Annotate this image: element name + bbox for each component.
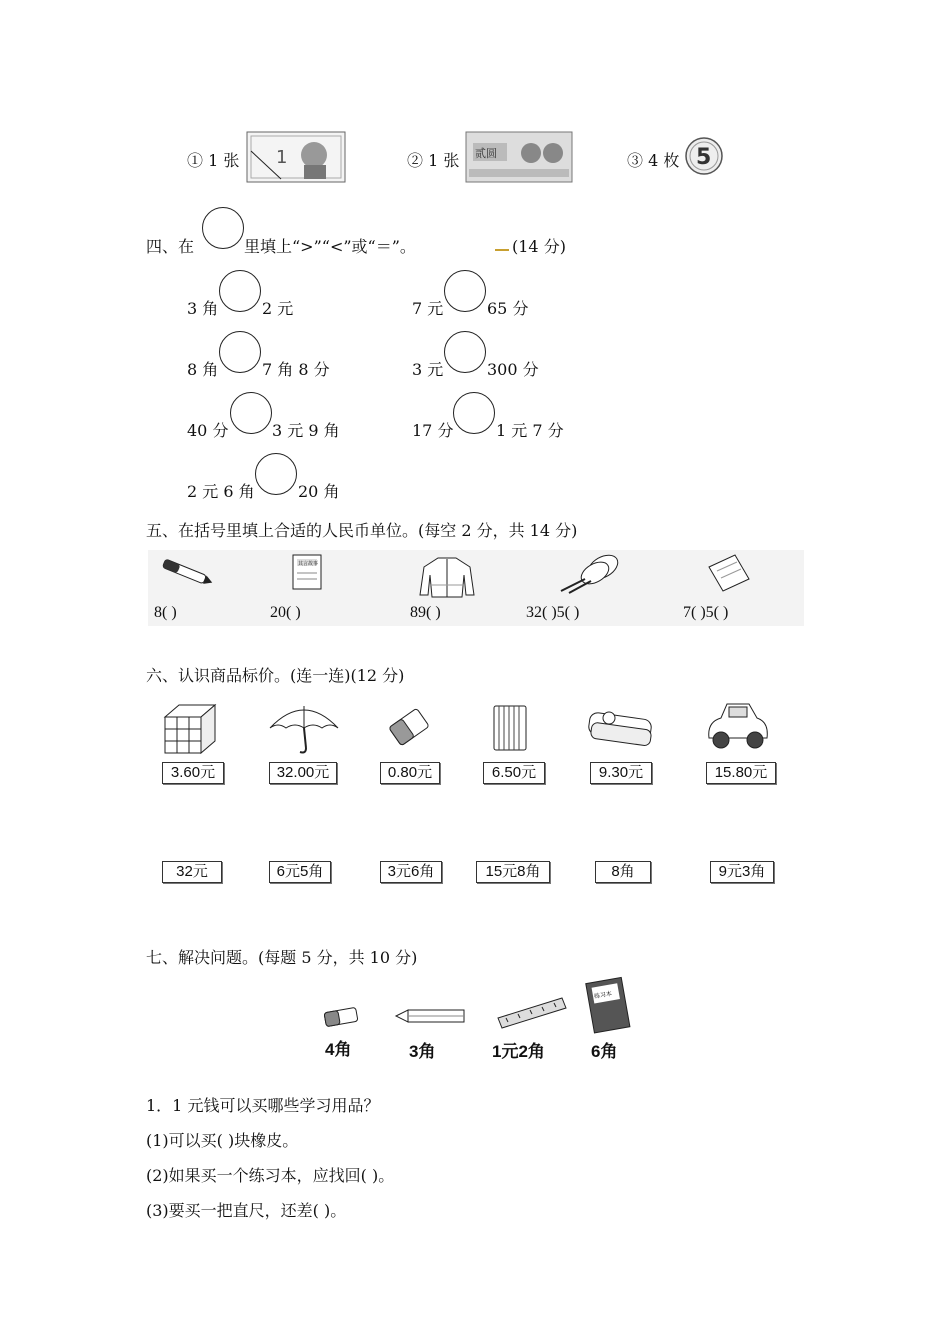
- exercise-book-icon: [584, 976, 634, 1036]
- coin-symbol: 5: [696, 145, 712, 170]
- compare-left: 3 元: [412, 360, 444, 379]
- price-tag-decimal[interactable]: 6.50元: [483, 762, 545, 784]
- five-jiao-coin-icon: [684, 136, 724, 176]
- section-4-title-c: (14 分): [512, 237, 566, 256]
- price-tag-yuan-jiao[interactable]: 9元3角: [710, 861, 774, 883]
- price-tag-yuan-jiao[interactable]: 6元5角: [269, 861, 331, 883]
- compare-circle[interactable]: [453, 392, 495, 434]
- note-two-symbol: 贰圆: [475, 147, 497, 160]
- compare-circle[interactable]: [444, 331, 486, 373]
- exercise-book-label: 练习本: [593, 990, 613, 1001]
- item-price: 1元2角: [492, 1042, 545, 1061]
- compare-right: 3 元 9 角: [272, 421, 340, 440]
- rubiks-cube-icon: [163, 703, 217, 755]
- question-1: 1．1 元钱可以买哪些学习用品？: [146, 1096, 380, 1115]
- section-6-title: 六、认识商品标价。(连一连)(12 分): [146, 666, 405, 685]
- compare-circle[interactable]: [230, 392, 272, 434]
- compare-left: 17 分: [412, 421, 454, 440]
- price-tag-yuan-jiao[interactable]: 8角: [595, 861, 651, 883]
- price-tag-yuan-jiao[interactable]: 32元: [162, 861, 222, 883]
- question-1-part-2[interactable]: (2)如果买一个练习本，应找回( )。: [146, 1166, 395, 1185]
- eraser-icon: [322, 1002, 362, 1028]
- pencil-icon: [394, 1004, 468, 1026]
- question-1-part-3[interactable]: (3)要买一把直尺，还差( )。: [146, 1201, 347, 1220]
- item-price: 3角: [409, 1042, 436, 1061]
- eraser-icon: [384, 702, 434, 752]
- compare-circle-example: [202, 207, 244, 249]
- compare-left: 2 元 6 角: [187, 482, 255, 501]
- money-option-2-label: ② 1 张: [407, 151, 460, 170]
- score-underline: [495, 249, 509, 251]
- section-7-title: 七、解决问题。(每题 5 分，共 10 分): [146, 948, 418, 967]
- currency-blank[interactable]: 7( )5( ): [683, 604, 729, 621]
- compare-right: 300 分: [487, 360, 539, 379]
- umbrella-icon: [268, 698, 340, 756]
- price-tag-decimal[interactable]: 3.60元: [162, 762, 224, 784]
- compare-left: 3 角: [187, 299, 219, 318]
- compare-circle[interactable]: [444, 270, 486, 312]
- two-yuan-note-icon: [465, 131, 573, 183]
- compare-right: 1 元 7 分: [496, 421, 564, 440]
- compare-left: 40 分: [187, 421, 229, 440]
- racket-icon: [555, 553, 623, 595]
- section-4-title-a: 四、在: [146, 237, 195, 256]
- pencil-box-icon: [585, 702, 655, 752]
- compare-circle[interactable]: [219, 270, 261, 312]
- item-price: 4角: [325, 1040, 352, 1059]
- pencil-case-icon: [491, 702, 529, 754]
- price-tag-decimal[interactable]: 15.80元: [706, 762, 776, 784]
- item-price: 6角: [591, 1042, 618, 1061]
- notebook-icon: [705, 553, 751, 593]
- price-tag-decimal[interactable]: 32.00元: [269, 762, 337, 784]
- compare-right: 20 角: [298, 482, 340, 501]
- compare-left: 8 角: [187, 360, 219, 379]
- question-1-part-1[interactable]: (1)可以买( )块橡皮。: [146, 1131, 299, 1150]
- jacket-icon: [418, 555, 476, 599]
- pen-icon: [158, 556, 216, 590]
- one-yuan-note-icon: [246, 131, 346, 183]
- note-one-symbol: 1: [276, 147, 288, 168]
- compare-right: 2 元: [262, 299, 294, 318]
- compare-left: 7 元: [412, 299, 444, 318]
- currency-blank[interactable]: 89( ): [410, 604, 441, 621]
- currency-blank[interactable]: 8( ): [154, 604, 177, 621]
- section-5-title: 五、在括号里填上合适的人民币单位。(每空 2 分，共 14 分): [146, 521, 578, 540]
- compare-circle[interactable]: [255, 453, 297, 495]
- price-tag-yuan-jiao[interactable]: 15元8角: [476, 861, 550, 883]
- ruler-icon: [496, 994, 568, 1030]
- compare-right: 65 分: [487, 299, 529, 318]
- money-option-1-label: ① 1 张: [187, 151, 240, 170]
- price-tag-decimal[interactable]: 0.80元: [380, 762, 440, 784]
- currency-blank[interactable]: 20( ): [270, 604, 301, 621]
- storybook-label: 其言故事: [298, 561, 319, 567]
- currency-blank[interactable]: 32( )5( ): [526, 604, 580, 621]
- price-tag-yuan-jiao[interactable]: 3元6角: [380, 861, 442, 883]
- toy-car-icon: [703, 698, 773, 756]
- money-option-3-label: ③ 4 枚: [627, 151, 680, 170]
- storybook-icon: [291, 553, 325, 593]
- compare-right: 7 角 8 分: [262, 360, 330, 379]
- section-4-title-b: 里填上“>”“<”或“＝”。: [244, 237, 416, 256]
- price-tag-decimal[interactable]: 9.30元: [590, 762, 652, 784]
- compare-circle[interactable]: [219, 331, 261, 373]
